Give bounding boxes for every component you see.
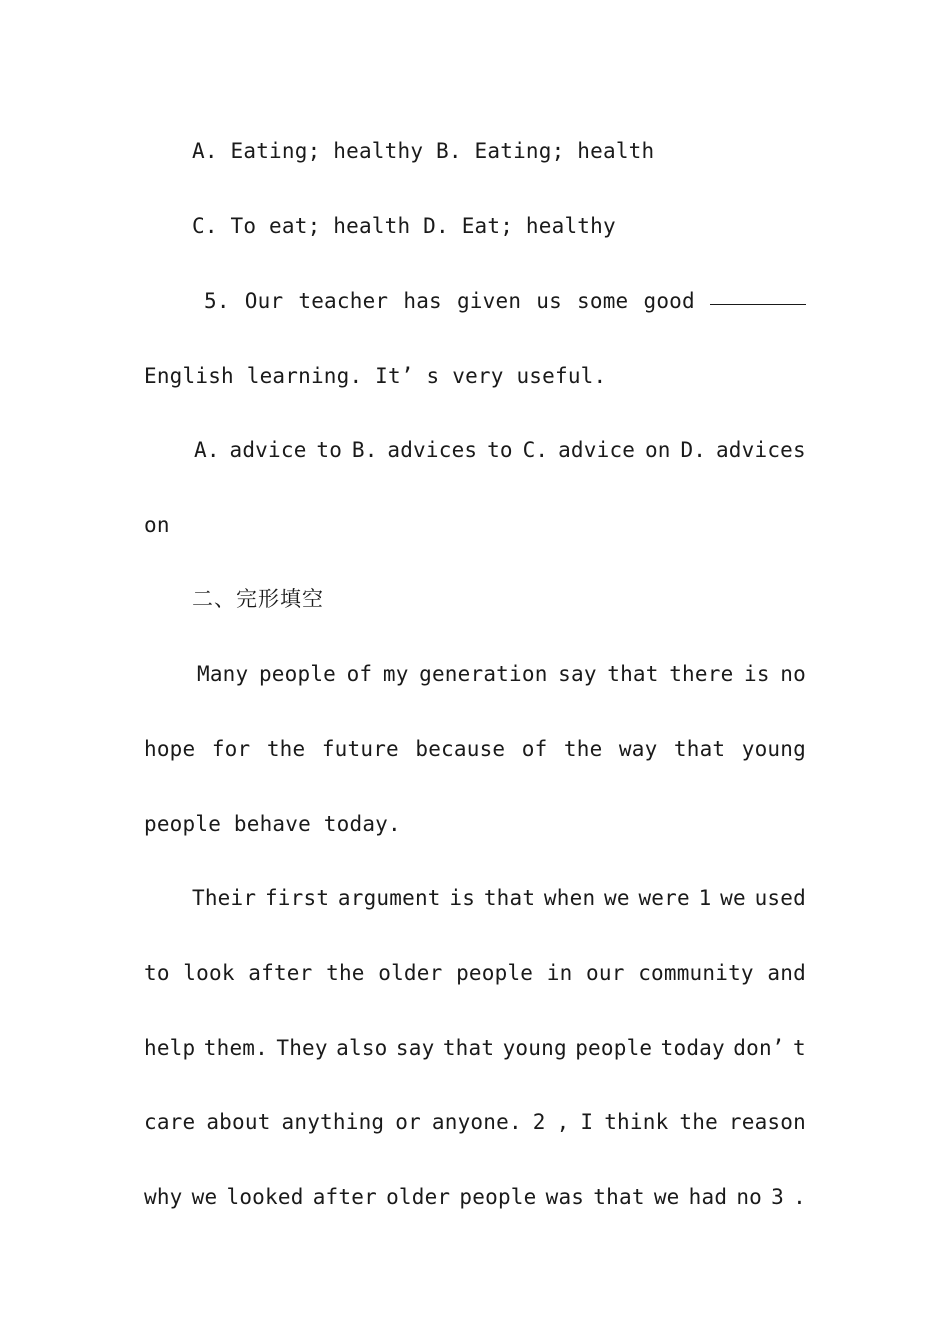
q5-continuation: English learning. It’ s very useful. <box>144 364 607 388</box>
word: the <box>563 737 603 761</box>
q5-word: teacher <box>298 289 389 313</box>
word: the <box>266 737 306 761</box>
word: . <box>793 1185 806 1209</box>
word: that <box>593 1185 645 1209</box>
word: in <box>546 961 573 985</box>
q5-option-word: A. <box>194 438 220 462</box>
word: we <box>720 886 746 910</box>
q5-word: Our <box>244 289 284 313</box>
q5-word: 5. <box>204 289 230 313</box>
word: look <box>183 961 235 985</box>
q5-option-word: advice <box>229 438 307 462</box>
word: anything <box>281 1110 385 1134</box>
word: say <box>395 1036 435 1060</box>
word: anyone. <box>431 1110 522 1134</box>
blank-number: 1 <box>698 886 712 910</box>
word: our <box>586 961 625 985</box>
word: when <box>543 886 596 910</box>
word: that <box>673 737 726 761</box>
word: them. <box>203 1036 268 1060</box>
q5-word: some <box>577 289 629 313</box>
q5-option-word: on <box>644 438 671 462</box>
word: about <box>206 1110 271 1134</box>
word: generation <box>419 662 548 686</box>
paragraph-1-line-1 <box>197 659 806 689</box>
word: no <box>736 1185 762 1209</box>
word: had <box>688 1185 728 1209</box>
word: people <box>258 662 337 686</box>
word: reason <box>728 1110 806 1134</box>
word: there <box>669 662 734 686</box>
word: don’ <box>733 1036 785 1060</box>
word: argument <box>337 886 441 910</box>
word: community <box>638 961 754 985</box>
q5-options-line <box>194 435 806 465</box>
word: looked <box>226 1185 304 1209</box>
paragraph-1-line-3: people behave today. <box>144 812 401 836</box>
q5-option-word: D. <box>680 438 707 462</box>
word: to <box>144 961 170 985</box>
word: we <box>191 1185 218 1209</box>
q4-options-cd: C. To eat; health D. Eat; healthy <box>192 214 616 238</box>
paragraph-2-line-3 <box>144 1033 806 1063</box>
word: future <box>321 737 399 761</box>
section-heading: 二、完形填空 <box>192 587 324 611</box>
word: we <box>604 886 630 910</box>
word: help <box>144 1036 196 1060</box>
word: were <box>638 886 690 910</box>
word: people <box>575 1036 653 1060</box>
blank-number: 2 <box>532 1110 546 1134</box>
word: or <box>395 1110 421 1134</box>
q5-option-word: C. <box>522 438 549 462</box>
word: young <box>502 1036 567 1060</box>
word: people <box>456 961 534 985</box>
q5-options-continuation: on <box>144 513 170 537</box>
word: older <box>386 1185 451 1209</box>
word: is <box>449 886 476 910</box>
word: first <box>264 886 330 910</box>
word: say <box>558 662 597 686</box>
word: Their <box>192 886 257 910</box>
q5-option-word: advices <box>715 438 806 462</box>
word: the <box>679 1110 718 1134</box>
word: used <box>754 886 806 910</box>
word: after <box>312 1185 377 1209</box>
q5-option-word: advices <box>387 438 478 462</box>
word: I <box>580 1110 594 1134</box>
paragraph-2-line-2 <box>144 958 806 988</box>
word: t <box>793 1036 806 1060</box>
word: the <box>326 961 365 985</box>
word: why <box>144 1185 183 1209</box>
word: Many <box>197 662 249 686</box>
q4-options-ab: A. Eating; healthy B. Eating; health <box>192 139 655 163</box>
word: hope <box>144 737 196 761</box>
word: care <box>144 1110 196 1134</box>
word: of <box>521 737 548 761</box>
word: of <box>346 662 373 686</box>
word: no <box>780 662 806 686</box>
q5-word: has <box>403 289 442 313</box>
word: that <box>607 662 659 686</box>
q5-word: good <box>643 289 695 313</box>
paragraph-1-line-2 <box>144 734 806 764</box>
word: is <box>744 662 770 686</box>
word: They <box>276 1036 328 1060</box>
paragraph-2-line-4 <box>144 1107 806 1137</box>
word: because <box>415 737 506 761</box>
word: way <box>618 737 658 761</box>
word: my <box>382 662 409 686</box>
q5-option-word: advice <box>558 438 636 462</box>
word: young <box>741 737 806 761</box>
word: people <box>459 1185 537 1209</box>
paragraph-2-line-5 <box>144 1182 806 1212</box>
answer-blank <box>710 286 806 305</box>
question-5-line <box>204 286 806 316</box>
q5-option-word: to <box>487 438 513 462</box>
word: also <box>336 1036 388 1060</box>
blank-number: 3 <box>771 1185 784 1209</box>
word: and <box>767 961 806 985</box>
paragraph-2-line-1 <box>192 883 806 913</box>
word: older <box>378 961 443 985</box>
word: that <box>442 1036 495 1060</box>
word: for <box>211 737 251 761</box>
q5-word: given <box>456 289 522 313</box>
word: that <box>483 886 536 910</box>
word: after <box>248 961 313 985</box>
word: , <box>556 1110 570 1134</box>
word: we <box>653 1185 680 1209</box>
word: today <box>660 1036 725 1060</box>
q5-option-word: B. <box>351 438 378 462</box>
q5-word: us <box>536 289 562 313</box>
word: was <box>545 1185 585 1209</box>
word: think <box>604 1110 669 1134</box>
q5-option-word: to <box>316 438 343 462</box>
